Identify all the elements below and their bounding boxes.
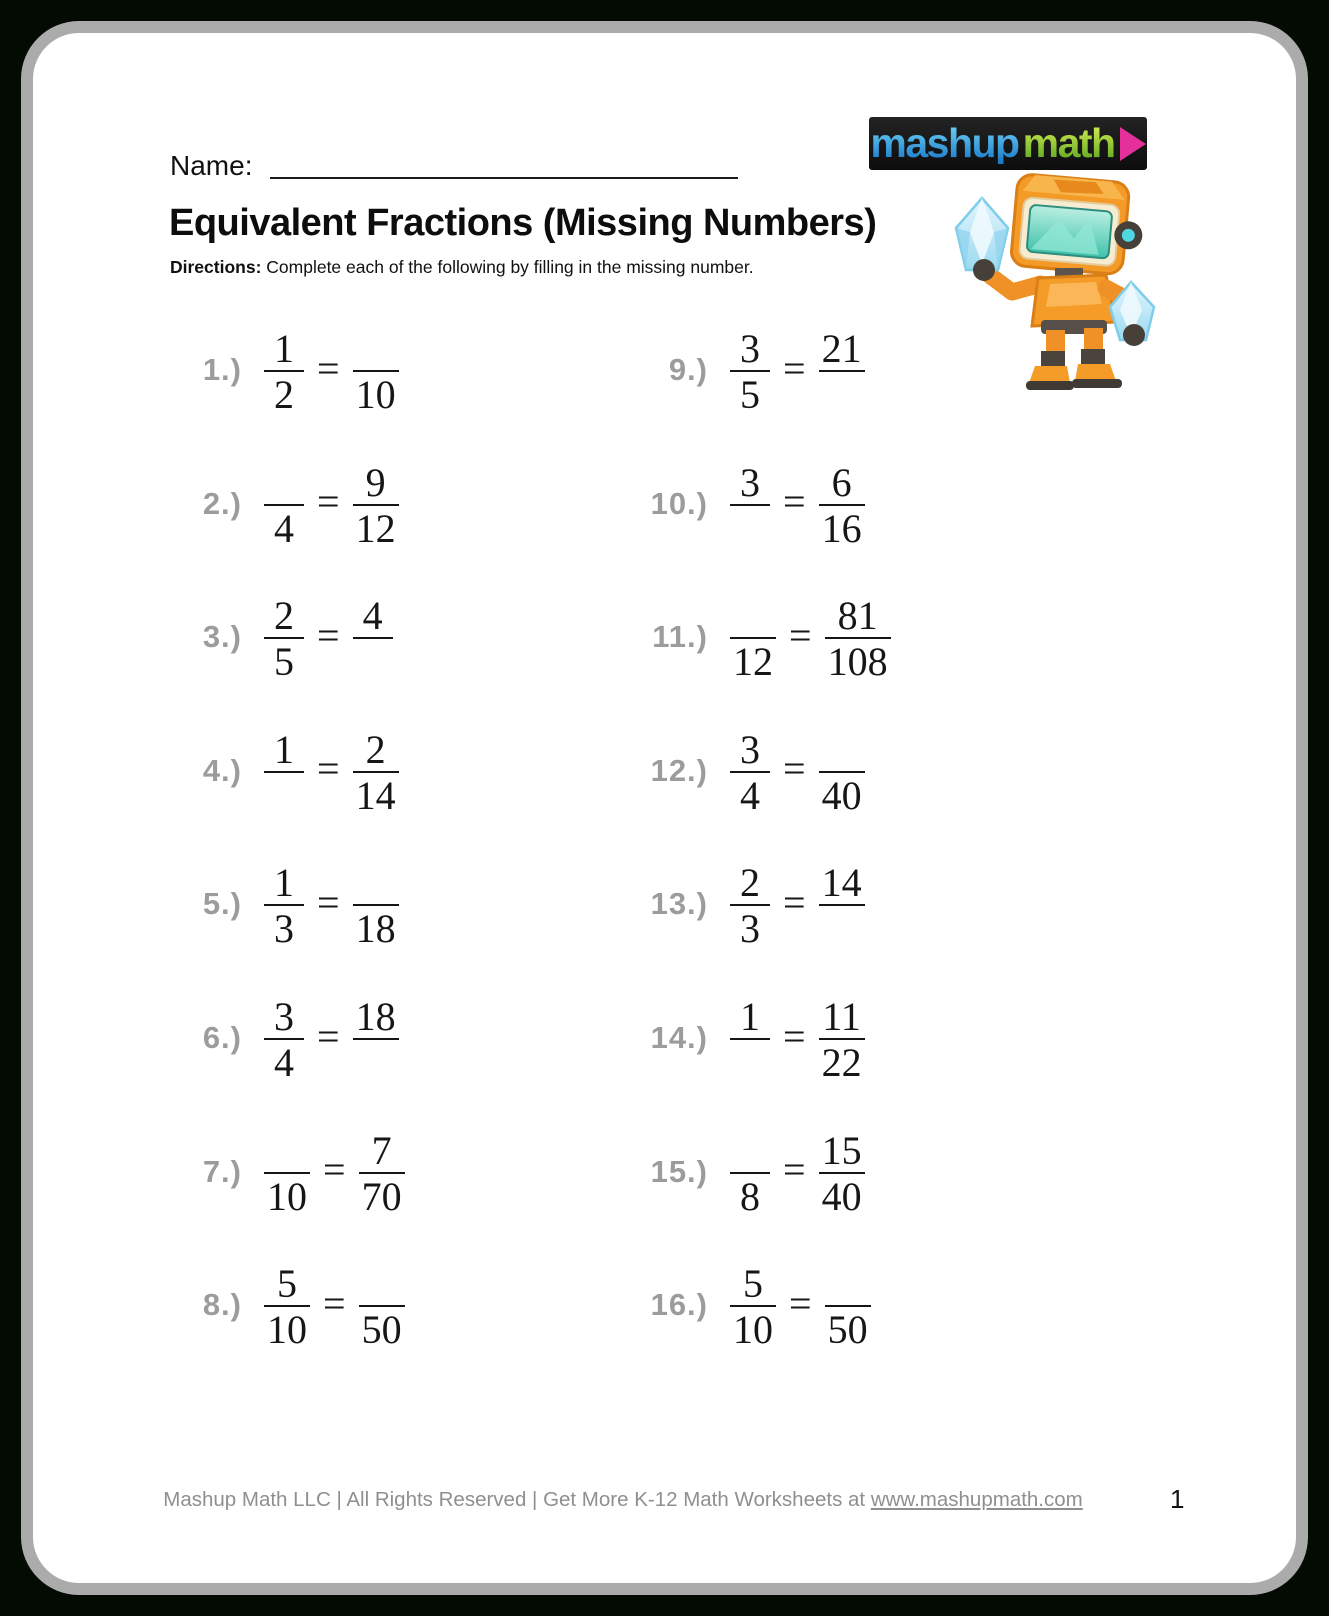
fraction-right-denominator: 12 <box>355 505 396 551</box>
fraction-left-numerator: 5 <box>743 1261 763 1307</box>
fraction-left-denominator: 4 <box>274 505 294 551</box>
fraction-left-numerator: 3 <box>274 994 294 1039</box>
logo-word-math: math <box>1022 120 1115 166</box>
fraction-left-numerator: 3 <box>740 459 760 505</box>
fraction-right-denominator: 50 <box>827 1307 868 1353</box>
fraction-right <box>353 991 399 1085</box>
equals-sign: = <box>783 479 806 525</box>
mashupmath-link[interactable]: www.mashupmath.com <box>870 1488 1083 1511</box>
fraction-right <box>353 724 399 818</box>
equals-sign: = <box>789 1280 812 1326</box>
directions-label: Directions: <box>170 257 262 277</box>
fraction-left <box>730 857 770 951</box>
fraction-right-numerator: 21 <box>821 326 862 371</box>
fraction-left-denominator: 12 <box>733 639 773 685</box>
fraction-left-denominator: 4 <box>274 1040 294 1085</box>
equals-sign: = <box>317 746 340 792</box>
fraction-left-denominator <box>730 1040 770 1085</box>
fraction-right <box>359 1258 405 1352</box>
fraction-left-numerator: 2 <box>274 593 294 639</box>
fraction-left-numerator: 5 <box>277 1261 297 1307</box>
fraction-right-numerator <box>353 323 399 370</box>
footer-text: Mashup Math LLC | All Rights Reserved | Get More K-12 Math Worksheets at <box>163 1488 871 1511</box>
fraction-right-numerator: 4 <box>362 593 383 639</box>
fraction-left-numerator <box>264 457 304 504</box>
equals-sign: = <box>317 1013 340 1059</box>
problem-row <box>642 723 865 819</box>
fraction-left-numerator <box>264 1125 310 1172</box>
fraction-right-denominator: 40 <box>821 772 862 818</box>
fraction-right-numerator: 81 <box>837 593 878 639</box>
fraction-right-numerator <box>359 1258 405 1305</box>
fraction-right-denominator: 14 <box>355 772 396 818</box>
problem-number-label: 15.) <box>650 1153 708 1189</box>
fraction-left-numerator: 1 <box>274 326 294 371</box>
fraction-left-numerator <box>730 1125 770 1172</box>
problem-row <box>176 1124 405 1220</box>
fraction-left <box>730 724 770 818</box>
problem-number-label: 1.) <box>202 352 242 387</box>
worksheet-title: Equivalent Fractions (Missing Numbers) <box>169 202 877 244</box>
problem-row <box>642 589 891 685</box>
equals-sign: = <box>783 1013 806 1059</box>
problem-number-label: 6.) <box>202 1020 242 1055</box>
problem-number-label: 13.) <box>650 886 708 922</box>
fraction-right <box>825 590 891 684</box>
fraction-left <box>264 991 304 1085</box>
fraction-left-denominator <box>264 773 304 818</box>
fraction-right <box>359 1125 405 1219</box>
fraction-right-numerator: 11 <box>822 994 861 1039</box>
problem-row <box>642 456 865 552</box>
fraction-right-denominator: 108 <box>827 639 888 685</box>
fraction-right-numerator: 14 <box>821 860 862 906</box>
fraction-left-denominator: 5 <box>274 639 294 685</box>
fraction-right-denominator <box>353 1040 399 1085</box>
fraction-right-denominator <box>353 639 393 684</box>
fraction-right <box>819 1125 865 1219</box>
fraction-right-denominator <box>819 906 865 951</box>
fraction-right-numerator <box>353 857 399 904</box>
fraction-right-denominator: 16 <box>821 505 862 551</box>
equals-sign: = <box>783 1147 806 1193</box>
mashupmath-logo <box>869 117 1147 170</box>
fraction-left-numerator: 1 <box>274 860 294 906</box>
fraction-left-numerator: 1 <box>274 726 294 772</box>
fraction-left-denominator: 3 <box>274 906 294 952</box>
name-blank-line <box>270 177 738 179</box>
fraction-left <box>730 457 770 551</box>
problem-number-label: 8.) <box>202 1287 242 1323</box>
problem-row <box>642 856 865 952</box>
name-row <box>170 150 738 182</box>
fraction-right-denominator: 10 <box>355 372 396 417</box>
fraction-right <box>819 457 865 551</box>
fraction-right-denominator <box>819 372 865 417</box>
logo-word-mashup: mashup <box>870 120 1019 166</box>
fraction-left <box>264 857 304 951</box>
problem-number-label: 4.) <box>202 752 242 788</box>
fraction-left-numerator: 1 <box>740 994 760 1039</box>
fraction-left-numerator: 3 <box>740 326 760 371</box>
footer-copyright <box>33 1488 1213 1512</box>
fraction-left-denominator: 5 <box>740 372 760 417</box>
problem-row <box>176 589 393 685</box>
fraction-left-numerator: 2 <box>740 860 760 906</box>
fraction-right <box>819 857 865 951</box>
fraction-left-denominator: 4 <box>740 772 760 818</box>
fraction-left <box>264 1258 310 1352</box>
fraction-right-numerator: 6 <box>831 459 852 505</box>
fraction-right-denominator: 50 <box>361 1307 402 1353</box>
fraction-right-denominator: 40 <box>821 1173 862 1219</box>
problem-number-label: 16.) <box>650 1287 708 1323</box>
equals-sign: = <box>789 612 812 658</box>
fraction-left <box>730 1125 770 1219</box>
problem-number-label: 3.) <box>202 619 242 655</box>
fraction-left <box>730 1258 776 1352</box>
problem-row <box>176 723 399 819</box>
fraction-left <box>264 1125 310 1219</box>
fraction-left <box>264 590 304 684</box>
problem-row <box>176 990 399 1086</box>
robot-mascot-illustration <box>938 170 1163 392</box>
fraction-left-denominator <box>730 506 770 551</box>
problem-row <box>176 456 399 552</box>
fraction-left <box>730 991 770 1085</box>
fraction-right <box>819 991 865 1085</box>
equals-sign: = <box>317 345 340 391</box>
fraction-right-numerator: 2 <box>365 726 386 772</box>
problem-number-label: 2.) <box>202 485 242 521</box>
problem-row <box>176 322 399 418</box>
play-triangle-icon <box>1120 127 1146 161</box>
fraction-right <box>353 457 399 551</box>
fraction-left-denominator: 8 <box>740 1173 760 1219</box>
directions-text: Directions: Complete each of the following by filling in the missing number. <box>170 257 754 277</box>
fraction-right <box>353 323 399 417</box>
problem-number-label: 12.) <box>650 752 708 788</box>
name-label: Name: <box>170 150 253 181</box>
problem-number-label: 10.) <box>650 485 708 521</box>
fraction-left-numerator <box>730 590 776 637</box>
equals-sign: = <box>323 1147 346 1193</box>
problem-number-label: 14.) <box>650 1020 708 1055</box>
fraction-left-denominator: 10 <box>267 1173 307 1219</box>
problem-number-label: 7.) <box>202 1153 242 1189</box>
equals-sign: = <box>317 879 340 925</box>
fraction-left <box>730 323 770 417</box>
problem-row <box>642 1124 865 1220</box>
fraction-left <box>264 724 304 818</box>
equals-sign: = <box>317 479 340 525</box>
equals-sign: = <box>317 612 340 658</box>
page-number: 1 <box>1170 1484 1185 1514</box>
fraction-right <box>353 857 399 951</box>
fraction-right <box>353 590 393 684</box>
problem-number-label: 11.) <box>652 619 708 655</box>
fraction-left <box>264 457 304 551</box>
equals-sign: = <box>783 879 806 925</box>
fraction-left <box>730 590 776 684</box>
problem-row <box>642 1257 871 1353</box>
equals-sign: = <box>783 345 806 391</box>
fraction-left <box>264 323 304 417</box>
fraction-right <box>819 724 865 818</box>
fraction-right-numerator: 15 <box>821 1127 862 1173</box>
fraction-right <box>819 323 865 417</box>
fraction-left-denominator: 10 <box>267 1307 307 1353</box>
problem-row <box>176 856 399 952</box>
fraction-left-denominator: 10 <box>733 1307 773 1353</box>
problem-row <box>642 322 865 418</box>
equals-sign: = <box>783 746 806 792</box>
fraction-right-denominator: 18 <box>355 906 396 952</box>
problem-row <box>176 1257 405 1353</box>
equals-sign: = <box>323 1280 346 1326</box>
fraction-left-denominator: 2 <box>274 372 294 417</box>
fraction-right-denominator: 70 <box>361 1173 402 1219</box>
fraction-right <box>825 1258 871 1352</box>
fraction-right-numerator: 18 <box>355 994 396 1039</box>
fraction-right-numerator: 9 <box>365 459 386 505</box>
fraction-right-numerator <box>819 724 865 771</box>
fraction-left-numerator: 3 <box>740 726 760 772</box>
fraction-right-numerator: 7 <box>371 1127 392 1173</box>
fraction-left-denominator: 3 <box>740 906 760 952</box>
problem-number-label: 9.) <box>668 352 708 387</box>
fraction-right-denominator: 22 <box>821 1040 862 1085</box>
problem-row <box>642 990 865 1086</box>
problem-number-label: 5.) <box>202 886 242 922</box>
fraction-right-numerator <box>825 1258 871 1305</box>
